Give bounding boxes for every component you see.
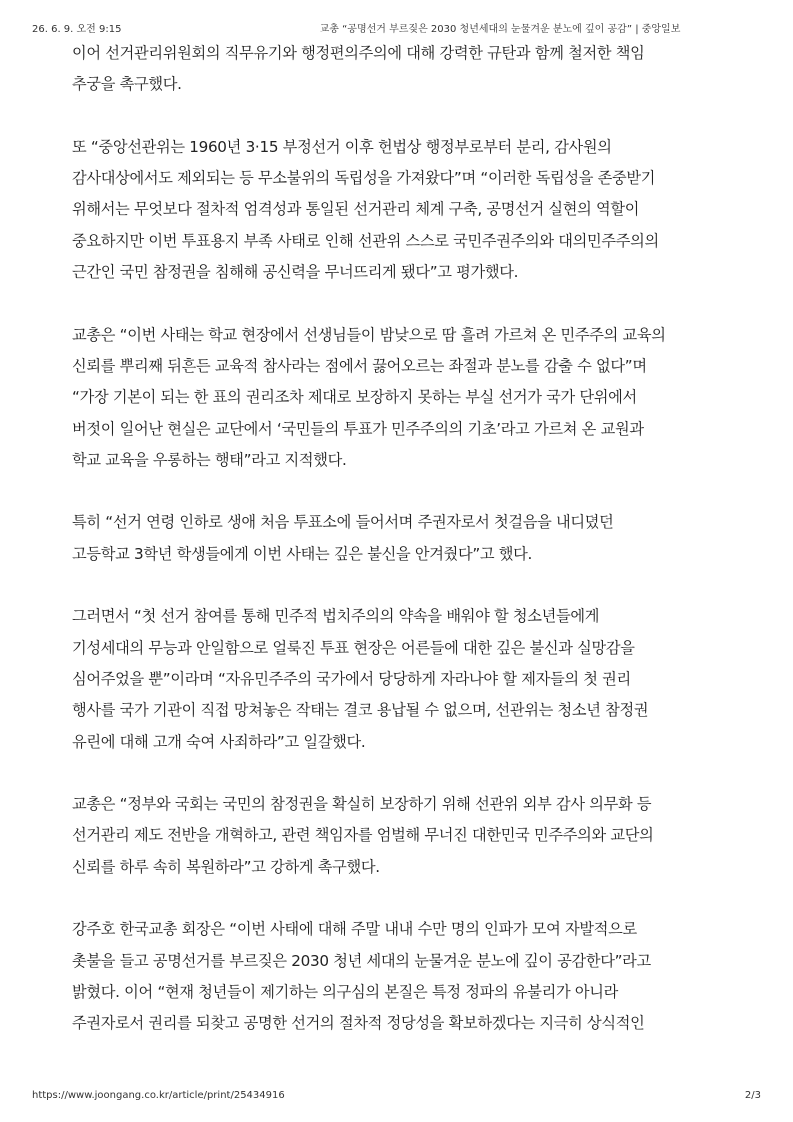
text-line: 교총은 “정부와 국회는 국민의 참정권을 확실히 보장하기 위해 선관위 외부 감사 의무화 등 bbox=[72, 795, 652, 814]
text-line: 학교 교육을 우롱하는 행태”라고 지적했다. bbox=[72, 450, 347, 469]
text-line: 신뢰를 뿌리째 뒤흔든 교육적 참사라는 점에서 끓어오르는 좌절과 분노를 감출 수 없다”며 bbox=[72, 356, 647, 375]
text-line: 이어 선거관리위원회의 직무유기와 행정편의주의에 대해 강력한 규탄과 함께 철저한 책임 bbox=[72, 44, 645, 62]
text-line: 버젓이 일어난 현실은 교단에서 ‘국민들의 투표가 민주주의의 기초’라고 가르쳐 온 교원과 bbox=[72, 419, 644, 438]
print-url: https://www.joongang.co.kr/article/print/25434916 bbox=[32, 1090, 285, 1101]
text-line: 근간인 국민 참정권을 침해해 공신력을 무너뜨리게 됐다”고 평가했다. bbox=[72, 263, 519, 282]
text-line: 그러면서 “첫 선거 참여를 통해 민주적 법치주의의 약속을 배워야 할 청소년들에게 bbox=[72, 607, 600, 626]
paragraph bbox=[72, 132, 732, 288]
text-line: 신뢰를 하루 속히 복원하라”고 강하게 촉구했다. bbox=[72, 857, 380, 876]
print-datetime: 26. 6. 9. 오전 9:15 bbox=[32, 24, 122, 35]
text-line: 유린에 대해 고개 숙여 사죄하라”고 일갈했다. bbox=[72, 732, 366, 751]
text-line: “가장 기본이 되는 한 표의 권리조차 제대로 보장하지 못하는 부실 선거가 국가 단위에서 bbox=[72, 388, 637, 407]
text-line: 강주호 한국교총 회장은 “이번 사태에 대해 주말 내내 수만 명의 인파가 모여 자발적으로 bbox=[72, 920, 637, 939]
paragraph bbox=[72, 320, 732, 476]
paragraph bbox=[72, 789, 732, 883]
text-line: 감사대상에서도 제외되는 등 무소불위의 독립성을 가져왔다”며 “이러한 독립성을 존중받기 bbox=[72, 169, 656, 188]
paragraph bbox=[72, 38, 732, 101]
text-line: 위해서는 무엇보다 절차적 엄격성과 통일된 선거관리 체계 구축, 공명선거 실현의 역할이 bbox=[72, 200, 640, 219]
text-line: 행사를 국가 기관이 직접 망쳐놓은 작태는 결코 용납될 수 없으며, 선관위는 청소년 참정권 bbox=[72, 701, 649, 720]
print-page-title: 교총 “공명선거 부르짖은 2030 청년세대의 눈물겨운 분노에 깊이 공감” | 중앙일보 bbox=[319, 24, 681, 35]
paragraph bbox=[72, 601, 732, 757]
article-body bbox=[72, 38, 732, 1040]
text-line: 중요하지만 이번 투표용지 부족 사태로 인해 선관위 스스로 국민주권주의와 대의민주주의의 bbox=[72, 231, 659, 250]
text-line: 또 “중앙선관위는 1960년 3·15 부정선거 이후 헌법상 행정부로부터 분리, 감사원의 bbox=[72, 137, 612, 156]
text-line: 교총은 “이번 사태는 학교 현장에서 선생님들이 밤낮으로 땀 흘려 가르쳐 온 민주주의 교육의 bbox=[72, 325, 666, 344]
text-line: 선거관리 제도 전반을 개혁하고, 관련 책임자를 엄벌해 무너진 대한민국 민주주의와 교단의 bbox=[72, 826, 654, 845]
text-line: 고등학교 3학년 학생들에게 이번 사태는 깊은 불신을 안겨줬다”고 했다. bbox=[72, 544, 533, 563]
page-number: 2/3 bbox=[744, 1090, 761, 1101]
paragraph bbox=[72, 507, 732, 570]
text-line: 주권자로서 권리를 되찾고 공명한 선거의 절차적 정당성을 확보하겠다는 지극히 상식적인 bbox=[72, 1014, 645, 1033]
text-line: 추궁을 촉구했다. bbox=[72, 75, 182, 94]
text-line: 특히 “선거 연령 인하로 생애 처음 투표소에 들어서며 주권자로서 첫걸음을 내디뎠던 bbox=[72, 513, 614, 532]
text-line: 촛불을 들고 공명선거를 부르짖은 2030 청년 세대의 눈물겨운 분노에 깊이 공감한다”라고 bbox=[72, 951, 651, 970]
paragraph bbox=[72, 914, 732, 1039]
text-line: 밝혔다. 이어 “현재 청년들이 제기하는 의구심의 본질은 특정 정파의 유불리가 아니라 bbox=[72, 982, 618, 1001]
text-line: 심어주었을 뿐”이라며 “자유민주주의 국가에서 당당하게 자라나야 할 제자들의 첫 권리 bbox=[72, 669, 631, 688]
text-line: 기성세대의 무능과 안일함으로 얼룩진 투표 현장은 어른들에 대한 깊은 불신과 실망감을 bbox=[72, 638, 635, 657]
